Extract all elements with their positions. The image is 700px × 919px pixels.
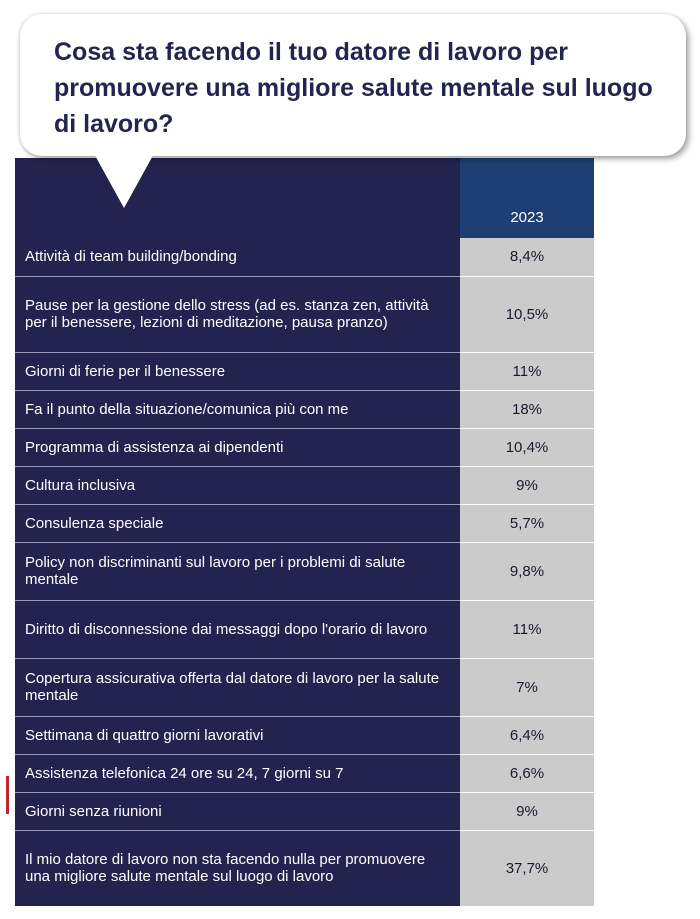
row-value: 9% — [460, 792, 594, 830]
table-row — [15, 390, 594, 428]
table-row — [15, 716, 594, 754]
table-row — [15, 428, 594, 466]
table-row — [15, 466, 594, 504]
table-row — [15, 754, 594, 792]
row-label: Programma di assistenza ai dipendenti — [15, 428, 460, 466]
row-label: Cultura inclusiva — [15, 466, 460, 504]
row-value: 37,7% — [460, 830, 594, 906]
row-value: 8,4% — [460, 238, 594, 276]
table-row — [15, 504, 594, 542]
row-value: 9% — [460, 466, 594, 504]
row-label: Pause per la gestione dello stress (ad es. stanza zen, attività per il benessere, lezioni di meditazione, pausa pranzo) — [15, 276, 460, 352]
row-label: Diritto di disconnessione dai messaggi dopo l'orario di lavoro — [15, 600, 460, 658]
table-row — [15, 792, 594, 830]
row-value: 7% — [460, 658, 594, 716]
question-bubble — [20, 14, 686, 156]
row-value: 11% — [460, 600, 594, 658]
chart-title: Cosa sta facendo il tuo datore di lavoro per promuovere una migliore salute mentale sul luogo di lavoro? — [54, 38, 653, 138]
row-label: Assistenza telefonica 24 ore su 24, 7 giorni su 7 — [15, 754, 460, 792]
data-table — [15, 158, 594, 906]
row-label: Il mio datore di lavoro non sta facendo nulla per promuovere una migliore salute mentale sul luogo di lavoro — [15, 830, 460, 906]
row-value: 5,7% — [460, 504, 594, 542]
row-value: 6,4% — [460, 716, 594, 754]
table-row — [15, 600, 594, 658]
table-row — [15, 830, 594, 906]
row-value: 6,6% — [460, 754, 594, 792]
row-value: 10,5% — [460, 276, 594, 352]
table-body — [15, 238, 594, 906]
row-label: Consulenza speciale — [15, 504, 460, 542]
data-table-container — [15, 158, 594, 906]
row-label: Policy non discriminanti sul lavoro per i problemi di salute mentale — [15, 542, 460, 600]
row-marker — [6, 776, 9, 814]
row-label: Giorni senza riunioni — [15, 792, 460, 830]
row-value: 11% — [460, 352, 594, 390]
speech-bubble-tail — [92, 150, 156, 208]
table-row — [15, 542, 594, 600]
row-label: Giorni di ferie per il benessere — [15, 352, 460, 390]
row-value: 10,4% — [460, 428, 594, 466]
row-label: Attività di team building/bonding — [15, 238, 460, 276]
row-label: Copertura assicurativa offerta dal datore di lavoro per la salute mentale — [15, 658, 460, 716]
table-row — [15, 238, 594, 276]
table-row — [15, 276, 594, 352]
row-value: 18% — [460, 390, 594, 428]
table-row — [15, 658, 594, 716]
row-label: Settimana di quattro giorni lavorativi — [15, 716, 460, 754]
column-header-year: 2023 — [460, 158, 594, 238]
row-value: 9,8% — [460, 542, 594, 600]
table-row — [15, 352, 594, 390]
header-blank-cell — [15, 158, 460, 238]
row-label: Fa il punto della situazione/comunica più con me — [15, 390, 460, 428]
